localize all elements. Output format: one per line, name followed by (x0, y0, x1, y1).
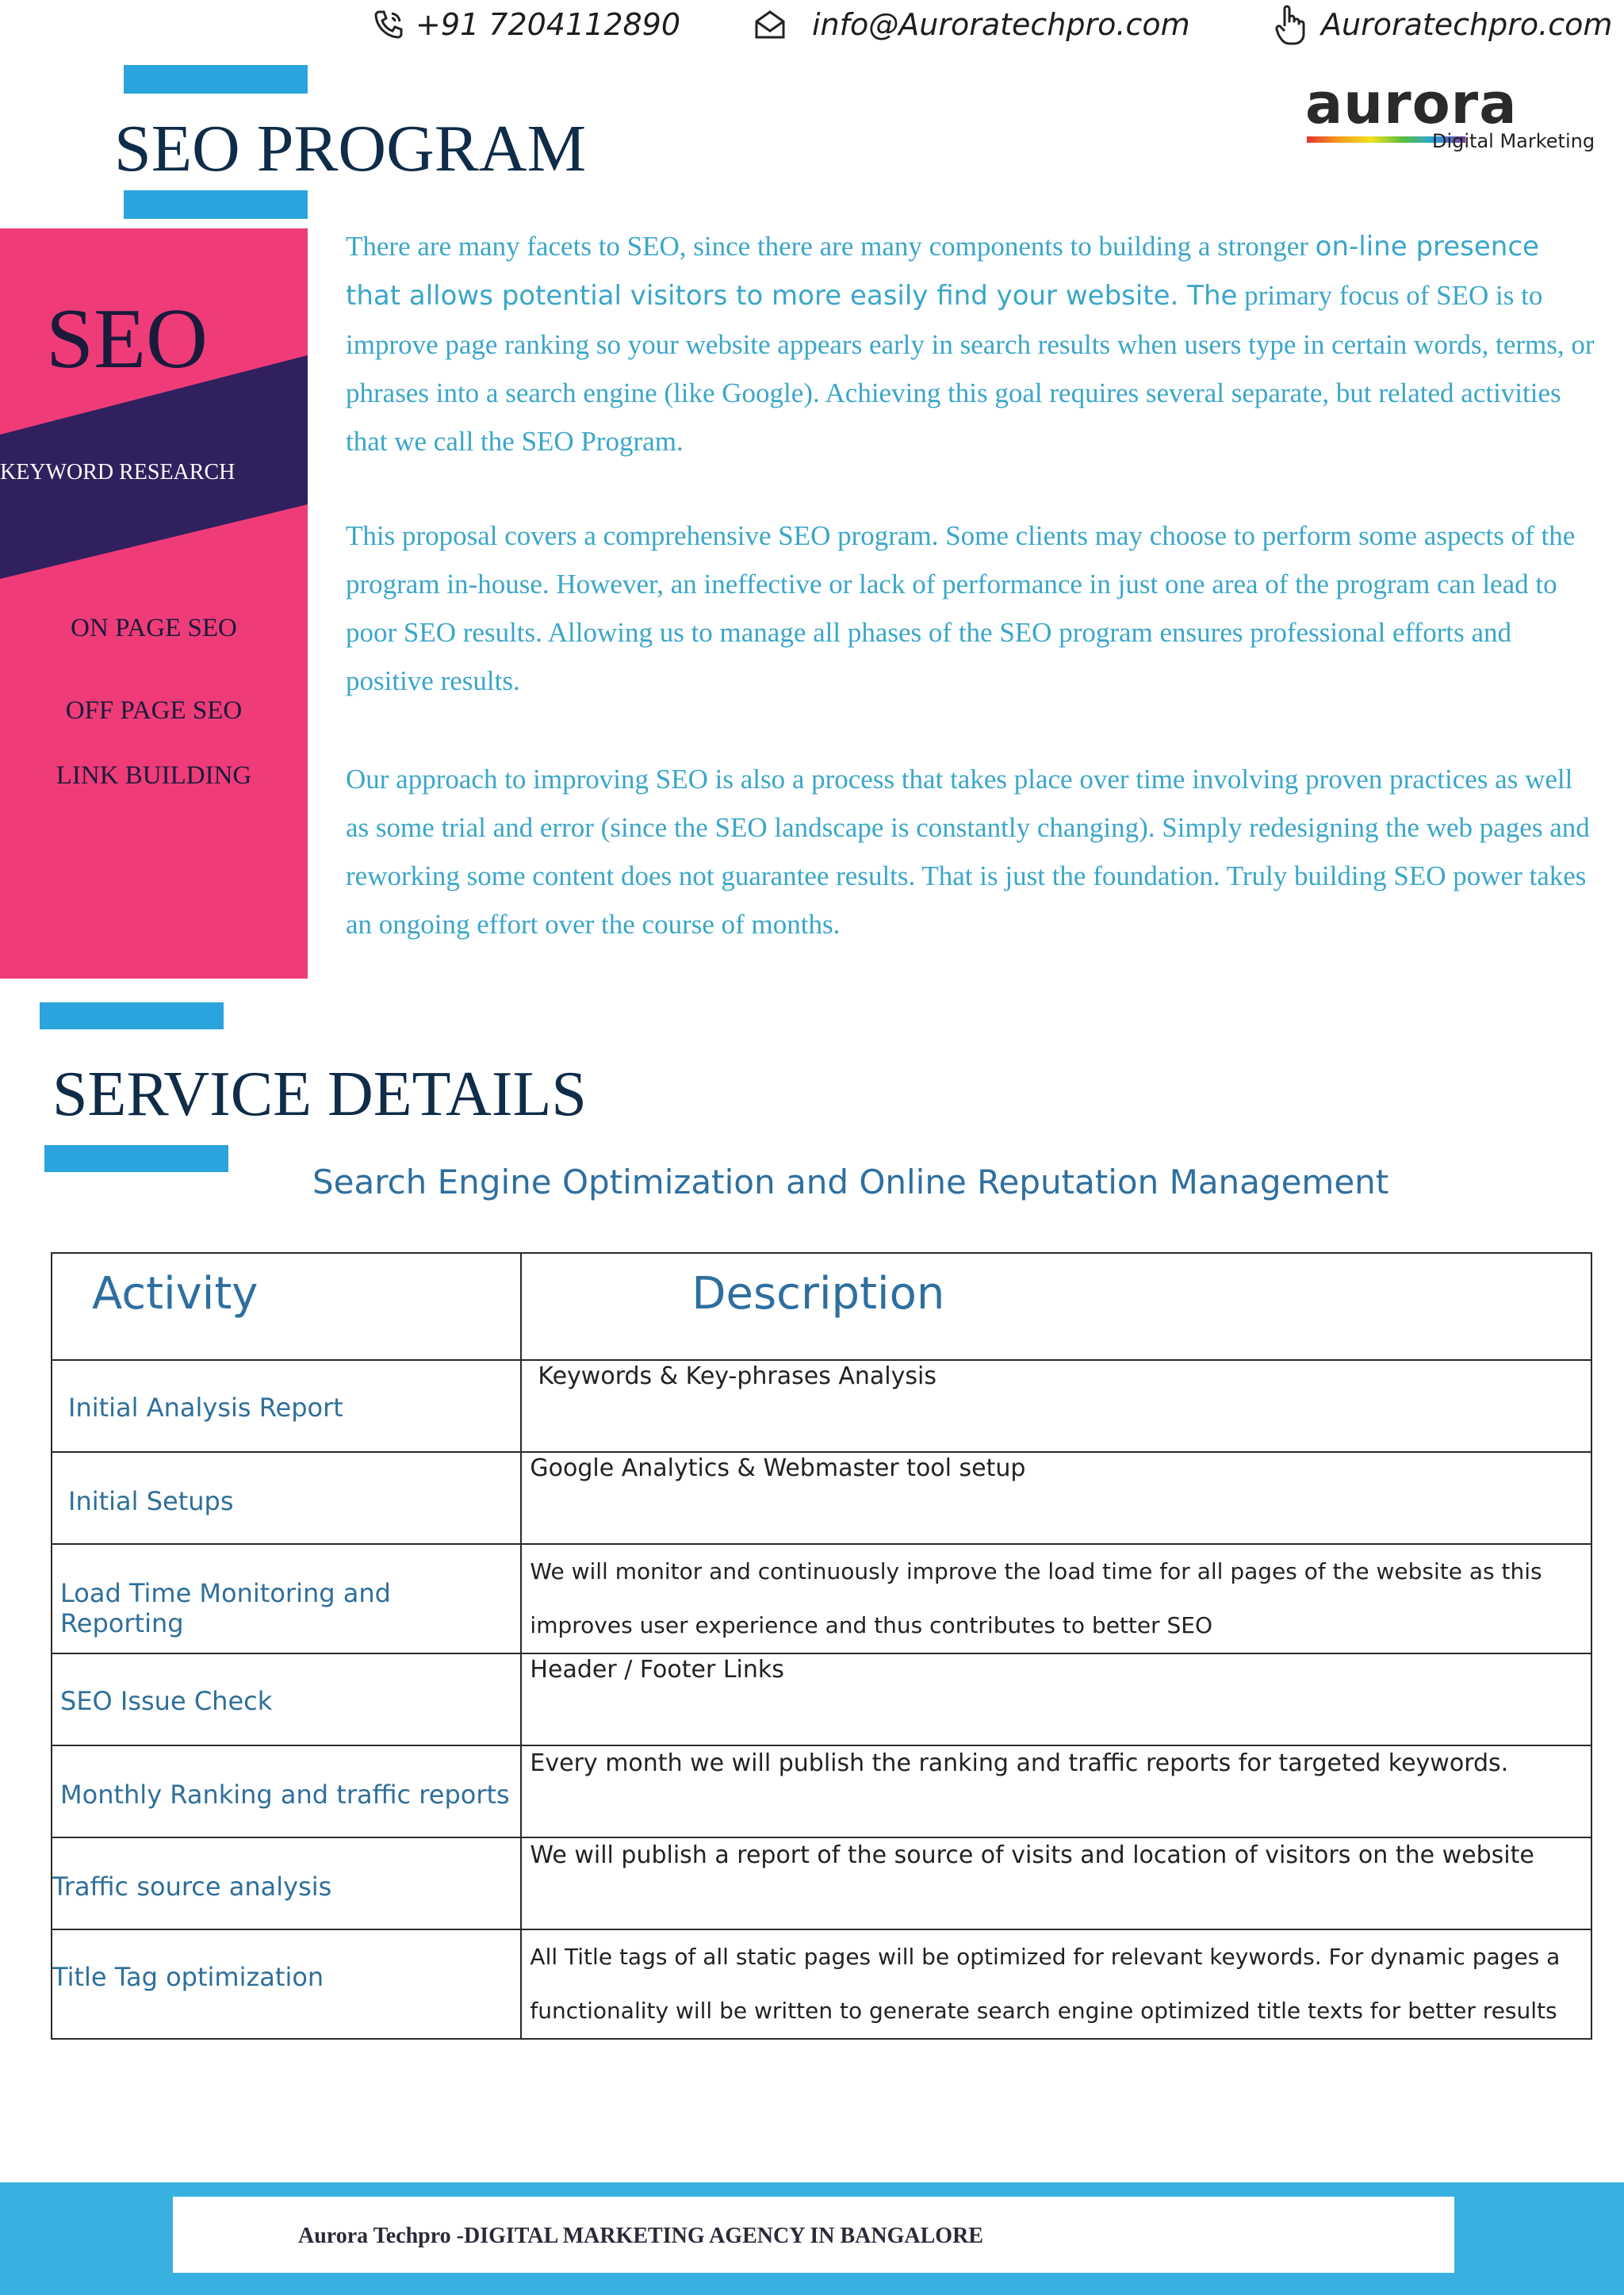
table-row: Initial Setups Google Analytics & Webmaster tool setup (52, 1452, 1591, 1544)
title-accent-bar-bottom (124, 190, 308, 219)
sidebar-item-link-building: LINK BUILDING (56, 761, 252, 790)
table-header-row (52, 1253, 1591, 1360)
logo-wordmark: aurora (1305, 71, 1518, 136)
section-subtitle: Search Engine Optimization and Online Reputation Management (312, 1163, 1389, 1201)
email-contact[interactable] (753, 0, 1190, 49)
footer-text: Aurora Techpro -DIGITAL MARKETING AGENCY IN BANGALORE (298, 2224, 983, 2248)
section-accent-bar-top (40, 1002, 224, 1029)
table-row: Load Time Monitoring and Reporting We will monitor and continuously improve the load time for all pages of the website as this improves user experience and thus contributes to better SEO (52, 1544, 1591, 1653)
intro-paragraph: There are many facets to SEO, since there are many components to building a stronger on-line presence that allows potential visitors to more easily find your website. The primary focus of SEO is to improve page ranking so your website appears early in search results when users type in certain words, terms, or phrases into a search engine (like Google). Achieving this goal requires several separate, but related activities that we call the SEO Program. (346, 231, 1595, 457)
table-row: Title Tag optimization All Title tags of all static pages will be optimized for relevant keywords. For dynamic pages a functionality will be written to generate search engine optimized title texts for better results (52, 1929, 1591, 2039)
seo-sidebar (0, 228, 308, 979)
logo-tagline: Digital Marketing (1432, 130, 1595, 152)
service-table (51, 1252, 1592, 2040)
table-row: Initial Analysis Report Keywords & Key-phrases Analysis (52, 1360, 1591, 1452)
hand-pointer-icon (1274, 4, 1310, 45)
section-accent-bar-bottom (44, 1145, 228, 1172)
proposal-paragraph: This proposal covers a comprehensive SEO program. Some clients may choose to perform some aspects of the program in-house. However, an ineffective or lack of performance in just one area of the program can lead to poor SEO results. Allowing us to manage all phases of the SEO program ensures professional efforts and positive results. (346, 520, 1576, 696)
sidebar-item-on-page-seo: ON PAGE SEO (71, 614, 237, 642)
sidebar-heading: SEO (46, 292, 209, 386)
table-row: SEO Issue Check Header / Footer Links (52, 1653, 1591, 1745)
phone-contact[interactable] (373, 0, 680, 49)
activity-header: Activity (52, 1253, 521, 1360)
table-row: Traffic source analysis We will publish a report of the source of visits and location of visitors on the website (52, 1837, 1591, 1929)
section-title: SERVICE DETAILS (52, 1059, 587, 1129)
sidebar-item-keyword-research: KEYWORD RESEARCH (0, 460, 236, 485)
phone-icon (373, 9, 404, 40)
email-icon (753, 9, 787, 40)
website-contact[interactable] (1274, 0, 1612, 49)
sidebar-item-off-page-seo: OFF PAGE SEO (65, 696, 243, 725)
description-header: Description (521, 1253, 1591, 1360)
table-row: Monthly Ranking and traffic reports Every month we will publish the ranking and traffic reports for targeted keywords. (52, 1745, 1591, 1837)
phone-number: +91 7204112890 (416, 7, 681, 42)
aurora-logo (1305, 71, 1599, 159)
email-address: info@Auroratechpro.com (812, 7, 1190, 42)
approach-paragraph: Our approach to improving SEO is also a process that takes place over time involving proven practices as well as some trial and error (since the SEO landscape is constantly changing). Simply redesigning the web pages and reworking some content does not guarantee results. That is just the foundation. Truly building SEO power takes an ongoing effort over the course of months. (346, 764, 1590, 940)
footer-box (173, 2197, 1454, 2273)
title-accent-bar-top (124, 65, 308, 94)
page-title: SEO PROGRAM (114, 112, 587, 186)
website-url: Auroratechpro.com (1321, 7, 1613, 42)
